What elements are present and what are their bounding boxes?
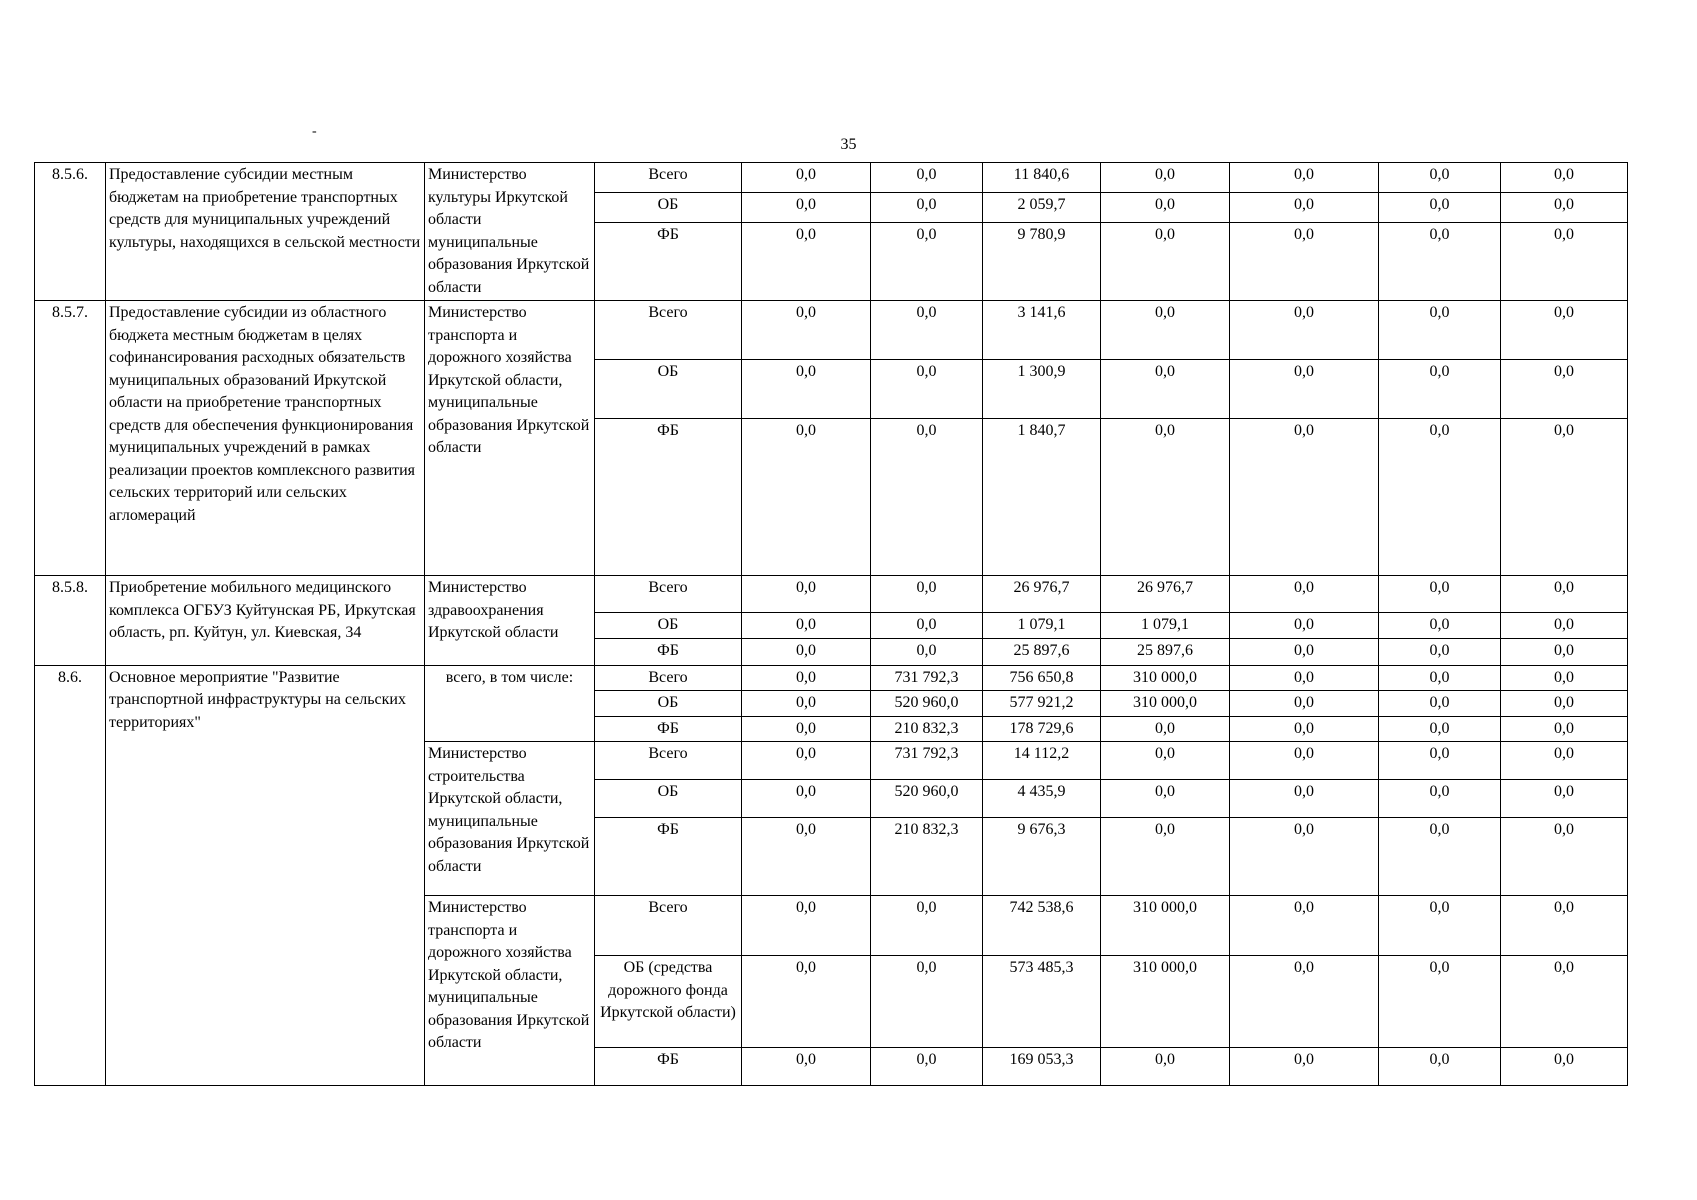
value-cell: 0,0 bbox=[1379, 956, 1501, 1048]
value-cell: 0,0 bbox=[1379, 742, 1501, 780]
value-cell: 0,0 bbox=[871, 419, 983, 576]
value-cell: 1 079,1 bbox=[1101, 613, 1230, 639]
value-cell: 0,0 bbox=[1230, 818, 1379, 896]
value-cell: 0,0 bbox=[742, 896, 871, 956]
executor-cell: Министерство здравоохранения Иркутской области bbox=[425, 576, 595, 666]
value-cell: 0,0 bbox=[742, 716, 871, 742]
value-cell: 0,0 bbox=[871, 193, 983, 223]
value-cell: 0,0 bbox=[1379, 576, 1501, 613]
value-cell: 0,0 bbox=[871, 360, 983, 419]
value-cell: 0,0 bbox=[1501, 1048, 1628, 1086]
value-cell: 0,0 bbox=[871, 163, 983, 193]
value-cell: 756 650,8 bbox=[983, 665, 1101, 691]
value-cell: 210 832,3 bbox=[871, 818, 983, 896]
source-cell: ОБ bbox=[595, 193, 742, 223]
row-code: 8.5.8. bbox=[35, 576, 106, 666]
header-dash: - bbox=[312, 124, 317, 139]
value-cell: 0,0 bbox=[871, 301, 983, 360]
value-cell: 169 053,3 bbox=[983, 1048, 1101, 1086]
source-cell: ФБ bbox=[595, 419, 742, 576]
value-cell: 0,0 bbox=[1501, 742, 1628, 780]
value-cell: 26 976,7 bbox=[1101, 576, 1230, 613]
value-cell: 0,0 bbox=[1230, 956, 1379, 1048]
value-cell: 0,0 bbox=[1101, 742, 1230, 780]
value-cell: 0,0 bbox=[1379, 716, 1501, 742]
source-cell: Всего bbox=[595, 742, 742, 780]
source-cell: Всего bbox=[595, 301, 742, 360]
value-cell: 0,0 bbox=[1501, 956, 1628, 1048]
value-cell: 0,0 bbox=[1379, 301, 1501, 360]
value-cell: 0,0 bbox=[742, 419, 871, 576]
value-cell: 0,0 bbox=[1379, 223, 1501, 301]
value-cell: 0,0 bbox=[1501, 193, 1628, 223]
value-cell: 0,0 bbox=[1501, 613, 1628, 639]
row-name: Предоставление субсидии местным бюджетам на приобретение транспортных средств для муниципальных учреждений культуры, находящихся в сельской местности bbox=[106, 163, 425, 301]
value-cell: 0,0 bbox=[871, 896, 983, 956]
value-cell: 0,0 bbox=[1379, 638, 1501, 665]
value-cell: 0,0 bbox=[1101, 419, 1230, 576]
value-cell: 520 960,0 bbox=[871, 691, 983, 717]
value-cell: 0,0 bbox=[1230, 691, 1379, 717]
row-code: 8.6. bbox=[35, 665, 106, 1086]
value-cell: 0,0 bbox=[742, 301, 871, 360]
source-cell: Всего bbox=[595, 163, 742, 193]
value-cell: 0,0 bbox=[1101, 1048, 1230, 1086]
executor-cell: Министерство культуры Иркутской области муниципальные образования Иркутской области bbox=[425, 163, 595, 301]
value-cell: 26 976,7 bbox=[983, 576, 1101, 613]
value-cell: 0,0 bbox=[1501, 360, 1628, 419]
value-cell: 25 897,6 bbox=[1101, 638, 1230, 665]
value-cell: 0,0 bbox=[742, 163, 871, 193]
value-cell: 0,0 bbox=[1501, 638, 1628, 665]
value-cell: 0,0 bbox=[1101, 360, 1230, 419]
value-cell: 0,0 bbox=[1101, 223, 1230, 301]
value-cell: 1 840,7 bbox=[983, 419, 1101, 576]
value-cell: 9 676,3 bbox=[983, 818, 1101, 896]
value-cell: 0,0 bbox=[1501, 301, 1628, 360]
value-cell: 0,0 bbox=[1379, 163, 1501, 193]
value-cell: 0,0 bbox=[1230, 665, 1379, 691]
value-cell: 0,0 bbox=[1230, 896, 1379, 956]
source-cell: ОБ bbox=[595, 780, 742, 818]
value-cell: 0,0 bbox=[1501, 691, 1628, 717]
source-cell: ОБ (средства дорожного фонда Иркутской области) bbox=[595, 956, 742, 1048]
source-cell: ОБ bbox=[595, 360, 742, 419]
value-cell: 0,0 bbox=[1501, 818, 1628, 896]
value-cell: 0,0 bbox=[1230, 613, 1379, 639]
value-cell: 0,0 bbox=[1230, 716, 1379, 742]
value-cell: 11 840,6 bbox=[983, 163, 1101, 193]
value-cell: 0,0 bbox=[1379, 1048, 1501, 1086]
value-cell: 0,0 bbox=[742, 223, 871, 301]
value-cell: 0,0 bbox=[1230, 780, 1379, 818]
table-row bbox=[35, 665, 1628, 691]
value-cell: 0,0 bbox=[1379, 193, 1501, 223]
value-cell: 0,0 bbox=[742, 691, 871, 717]
value-cell: 0,0 bbox=[1379, 360, 1501, 419]
value-cell: 210 832,3 bbox=[871, 716, 983, 742]
value-cell: 14 112,2 bbox=[983, 742, 1101, 780]
value-cell: 0,0 bbox=[1501, 419, 1628, 576]
value-cell: 4 435,9 bbox=[983, 780, 1101, 818]
value-cell: 0,0 bbox=[742, 818, 871, 896]
value-cell: 1 300,9 bbox=[983, 360, 1101, 419]
value-cell: 0,0 bbox=[1101, 818, 1230, 896]
value-cell: 0,0 bbox=[1379, 780, 1501, 818]
value-cell: 742 538,6 bbox=[983, 896, 1101, 956]
value-cell: 0,0 bbox=[1101, 301, 1230, 360]
value-cell: 0,0 bbox=[1101, 716, 1230, 742]
value-cell: 310 000,0 bbox=[1101, 956, 1230, 1048]
value-cell: 9 780,9 bbox=[983, 223, 1101, 301]
value-cell: 0,0 bbox=[1230, 193, 1379, 223]
value-cell: 0,0 bbox=[1379, 896, 1501, 956]
value-cell: 0,0 bbox=[742, 665, 871, 691]
executor-cell: всего, в том числе: bbox=[425, 665, 595, 742]
page-number: 35 bbox=[840, 136, 857, 153]
source-cell: ФБ bbox=[595, 638, 742, 665]
value-cell: 0,0 bbox=[1379, 818, 1501, 896]
value-cell: 0,0 bbox=[1501, 716, 1628, 742]
value-cell: 0,0 bbox=[1501, 163, 1628, 193]
value-cell: 1 079,1 bbox=[983, 613, 1101, 639]
value-cell: 0,0 bbox=[742, 956, 871, 1048]
source-cell: Всего bbox=[595, 576, 742, 613]
value-cell: 0,0 bbox=[1230, 1048, 1379, 1086]
value-cell: 0,0 bbox=[742, 1048, 871, 1086]
value-cell: 0,0 bbox=[871, 1048, 983, 1086]
value-cell: 178 729,6 bbox=[983, 716, 1101, 742]
value-cell: 310 000,0 bbox=[1101, 665, 1230, 691]
value-cell: 0,0 bbox=[742, 613, 871, 639]
value-cell: 0,0 bbox=[742, 193, 871, 223]
executor-cell: Министерство транспорта и дорожного хозяйства Иркутской области, муниципальные образования Иркутской области bbox=[425, 896, 595, 1086]
value-cell: 0,0 bbox=[742, 780, 871, 818]
value-cell: 0,0 bbox=[1379, 691, 1501, 717]
value-cell: 0,0 bbox=[871, 956, 983, 1048]
value-cell: 0,0 bbox=[1230, 419, 1379, 576]
value-cell: 520 960,0 bbox=[871, 780, 983, 818]
row-code: 8.5.7. bbox=[35, 301, 106, 576]
value-cell: 0,0 bbox=[1230, 742, 1379, 780]
source-cell: ОБ bbox=[595, 613, 742, 639]
value-cell: 0,0 bbox=[1101, 780, 1230, 818]
source-cell: ФБ bbox=[595, 716, 742, 742]
budget-table bbox=[34, 162, 1628, 1086]
value-cell: 310 000,0 bbox=[1101, 896, 1230, 956]
row-name: Основное мероприятие "Развитие транспортной инфраструктуры на сельских территориях" bbox=[106, 665, 425, 1086]
value-cell: 0,0 bbox=[1101, 193, 1230, 223]
value-cell: 577 921,2 bbox=[983, 691, 1101, 717]
value-cell: 0,0 bbox=[1379, 665, 1501, 691]
value-cell: 0,0 bbox=[1230, 301, 1379, 360]
source-cell: ФБ bbox=[595, 223, 742, 301]
executor-cell: Министерство строительства Иркутской области, муниципальные образования Иркутской области bbox=[425, 742, 595, 896]
source-cell: ОБ bbox=[595, 691, 742, 717]
value-cell: 0,0 bbox=[871, 576, 983, 613]
row-name: Предоставление субсидии из областного бюджета местным бюджетам в целях софинансирования расходных обязательств муниципальных образований Иркутской области на приобретение транспортных средств для обеспечения функционирования муниципальных учреждений в рамках реализации проектов комплексного развития сельских территорий или сельских агломераций bbox=[106, 301, 425, 576]
source-cell: ФБ bbox=[595, 818, 742, 896]
value-cell: 0,0 bbox=[742, 576, 871, 613]
value-cell: 0,0 bbox=[1379, 419, 1501, 576]
row-name: Приобретение мобильного медицинского комплекса ОГБУЗ Куйтунская РБ, Иркутская область, рп. Куйтун, ул. Киевская, 34 bbox=[106, 576, 425, 666]
value-cell: 731 792,3 bbox=[871, 742, 983, 780]
value-cell: 0,0 bbox=[742, 360, 871, 419]
executor-cell: Министерство транспорта и дорожного хозяйства Иркутской области, муниципальные образования Иркутской области bbox=[425, 301, 595, 576]
value-cell: 0,0 bbox=[1230, 638, 1379, 665]
value-cell: 0,0 bbox=[1230, 360, 1379, 419]
value-cell: 0,0 bbox=[742, 742, 871, 780]
value-cell: 0,0 bbox=[1230, 163, 1379, 193]
value-cell: 0,0 bbox=[871, 638, 983, 665]
table-row bbox=[35, 163, 1628, 193]
value-cell: 0,0 bbox=[1501, 223, 1628, 301]
value-cell: 0,0 bbox=[1101, 163, 1230, 193]
source-cell: Всего bbox=[595, 665, 742, 691]
value-cell: 0,0 bbox=[1501, 576, 1628, 613]
value-cell: 0,0 bbox=[1379, 613, 1501, 639]
value-cell: 0,0 bbox=[1230, 223, 1379, 301]
value-cell: 573 485,3 bbox=[983, 956, 1101, 1048]
value-cell: 0,0 bbox=[871, 613, 983, 639]
value-cell: 0,0 bbox=[1501, 896, 1628, 956]
source-cell: Всего bbox=[595, 896, 742, 956]
value-cell: 0,0 bbox=[1501, 780, 1628, 818]
value-cell: 0,0 bbox=[742, 638, 871, 665]
value-cell: 731 792,3 bbox=[871, 665, 983, 691]
value-cell: 0,0 bbox=[871, 223, 983, 301]
value-cell: 310 000,0 bbox=[1101, 691, 1230, 717]
table-row bbox=[35, 576, 1628, 613]
value-cell: 25 897,6 bbox=[983, 638, 1101, 665]
value-cell: 0,0 bbox=[1501, 665, 1628, 691]
value-cell: 0,0 bbox=[1230, 576, 1379, 613]
source-cell: ФБ bbox=[595, 1048, 742, 1086]
table-row bbox=[35, 301, 1628, 360]
row-code: 8.5.6. bbox=[35, 163, 106, 301]
value-cell: 2 059,7 bbox=[983, 193, 1101, 223]
value-cell: 3 141,6 bbox=[983, 301, 1101, 360]
